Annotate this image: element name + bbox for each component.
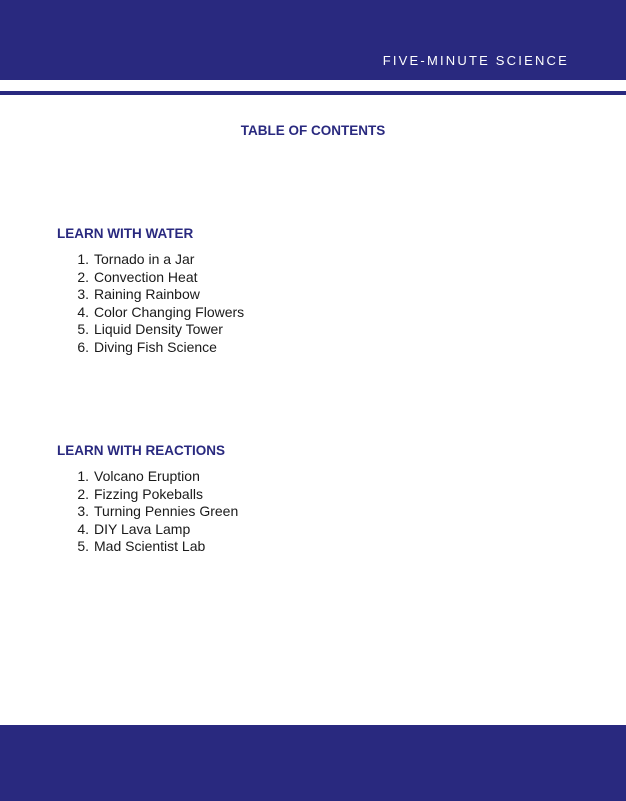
entry-label: Fizzing Pokeballs <box>94 485 203 502</box>
toc-entry <box>57 251 244 269</box>
toc-entry <box>57 538 238 556</box>
entry-label: Turning Pennies Green <box>94 503 239 520</box>
toc-section-reactions <box>57 442 238 556</box>
entry-number: 3. <box>77 286 89 303</box>
entry-number: 4. <box>77 520 89 537</box>
toc-entry <box>57 321 244 339</box>
entry-label: Raining Rainbow <box>94 286 200 303</box>
entry-label: Mad Scientist Lab <box>94 538 206 555</box>
toc-entry <box>57 339 244 357</box>
toc-entry <box>57 269 244 287</box>
toc-entry <box>57 486 238 504</box>
header-band <box>0 0 626 80</box>
toc-entry <box>57 468 238 486</box>
entry-label: Volcano Eruption <box>94 468 200 484</box>
toc-section-water <box>57 225 244 357</box>
entry-number: 4. <box>77 303 89 320</box>
entry-number: 5. <box>77 538 89 555</box>
entry-number: 1. <box>77 468 89 484</box>
entry-label: Convection Heat <box>94 268 198 285</box>
toc-entry <box>57 503 238 521</box>
entry-number: 6. <box>77 338 89 355</box>
toc-entry <box>57 521 238 539</box>
entry-number: 5. <box>77 321 89 338</box>
entry-number: 1. <box>77 251 89 267</box>
entry-number: 3. <box>77 503 89 520</box>
section-heading: LEARN WITH WATER <box>57 226 194 241</box>
entry-number: 2. <box>77 268 89 285</box>
header-divider <box>0 91 626 95</box>
entry-label: Diving Fish Science <box>94 338 217 355</box>
entry-label: Liquid Density Tower <box>94 321 223 338</box>
toc-entry-list <box>57 251 244 357</box>
footer-band <box>0 725 626 801</box>
entry-number: 2. <box>77 485 89 502</box>
entry-label: DIY Lava Lamp <box>94 520 191 537</box>
toc-title: TABLE OF CONTENTS <box>240 123 386 138</box>
section-heading: LEARN WITH REACTIONS <box>57 443 225 458</box>
entry-label: Tornado in a Jar <box>94 251 195 267</box>
entry-label: Color Changing Flowers <box>94 303 245 320</box>
document-title: FIVE-MINUTE SCIENCE <box>382 53 569 68</box>
toc-entry <box>57 304 244 322</box>
toc-entry-list <box>57 468 238 556</box>
toc-entry <box>57 286 244 304</box>
